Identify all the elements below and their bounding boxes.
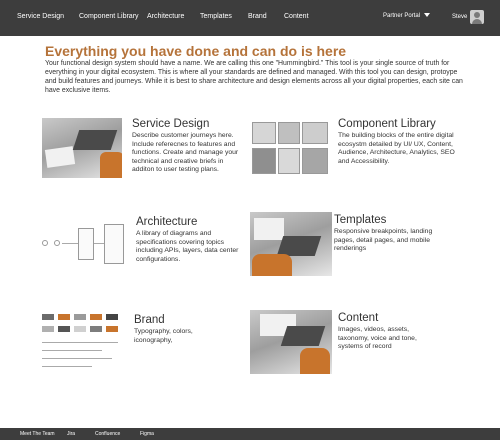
partner-portal-label: Partner Portal	[383, 13, 421, 19]
avatar-body-shape	[472, 19, 482, 24]
card-description: Typography, colors, iconography,	[134, 328, 193, 344]
card-brand[interactable]	[40, 312, 240, 378]
card-title: Content	[338, 312, 379, 324]
card-description: Describe customer journeys here. Include referecnes to features and functions. Create and manage your technical and creative briefs in additon to user testing plans.	[132, 132, 239, 174]
caret-down-icon	[424, 13, 430, 17]
service-design-image	[42, 118, 122, 178]
footer-link-figma[interactable]: Figma	[140, 431, 154, 437]
card-title: Architecture	[136, 216, 198, 228]
card-title: Templates	[334, 214, 387, 226]
page-title: Everything you have done and can do is here	[45, 43, 347, 59]
card-title: Component Library	[338, 118, 436, 130]
nav-brand[interactable]: Brand	[248, 13, 267, 20]
top-navigation-bar	[0, 0, 500, 36]
footer-link-confluence[interactable]: Confluence	[95, 431, 121, 437]
card-description: The building blocks of the entire digital ecosystm detailed by UI/ UX, Content, Audience, Architecture, Analytics, SEO and Accessibility.	[338, 132, 455, 165]
brand-swatches-image	[40, 312, 124, 372]
card-templates[interactable]	[250, 212, 480, 282]
content-image	[250, 310, 332, 374]
footer-link-meet-the-team[interactable]: Meet The Team	[20, 431, 55, 437]
user-name: Steve	[452, 14, 468, 20]
card-architecture[interactable]	[40, 214, 240, 284]
card-description: Images, videos, assets, taxonomy, voice and tone, systems of record	[338, 326, 417, 351]
card-description: A library of diagrams and specifications covering topics including APIs, layers, data center configurations.	[136, 230, 239, 263]
card-content[interactable]	[250, 310, 480, 380]
avatar-head-shape	[474, 12, 480, 18]
component-library-image	[250, 118, 330, 178]
card-title: Service Design	[132, 118, 210, 130]
card-description: Responsive breakpoints, landing pages, detail pages, and mobile renderings	[334, 228, 433, 253]
partner-portal-dropdown[interactable]	[383, 13, 430, 19]
card-title: Brand	[134, 314, 165, 326]
card-service-design[interactable]	[42, 118, 242, 198]
nav-component-library[interactable]: Component Library	[79, 13, 139, 20]
nav-architecture[interactable]: Architecture	[147, 13, 185, 20]
card-component-library[interactable]	[250, 118, 480, 198]
architecture-diagram-image	[40, 220, 126, 270]
intro-paragraph: Your functional design system should have a name. We are calling this one "Hummingbird." This tool is your single source of truth for everything in your digital ecosystem. This is where all your standards are defined and managed. With this tool you can design, protoype and build features and journeys. While it is best to share architecture and design elements across all your digital properties, each site can have exclusive items.	[45, 60, 463, 94]
nav-content[interactable]: Content	[284, 13, 309, 20]
footer-bar	[0, 428, 500, 440]
footer-link-jira[interactable]: Jira	[67, 431, 76, 437]
nav-templates[interactable]: Templates	[200, 13, 232, 20]
avatar[interactable]	[470, 10, 484, 24]
nav-service-design[interactable]: Service Design	[17, 13, 65, 20]
templates-image	[250, 212, 332, 276]
